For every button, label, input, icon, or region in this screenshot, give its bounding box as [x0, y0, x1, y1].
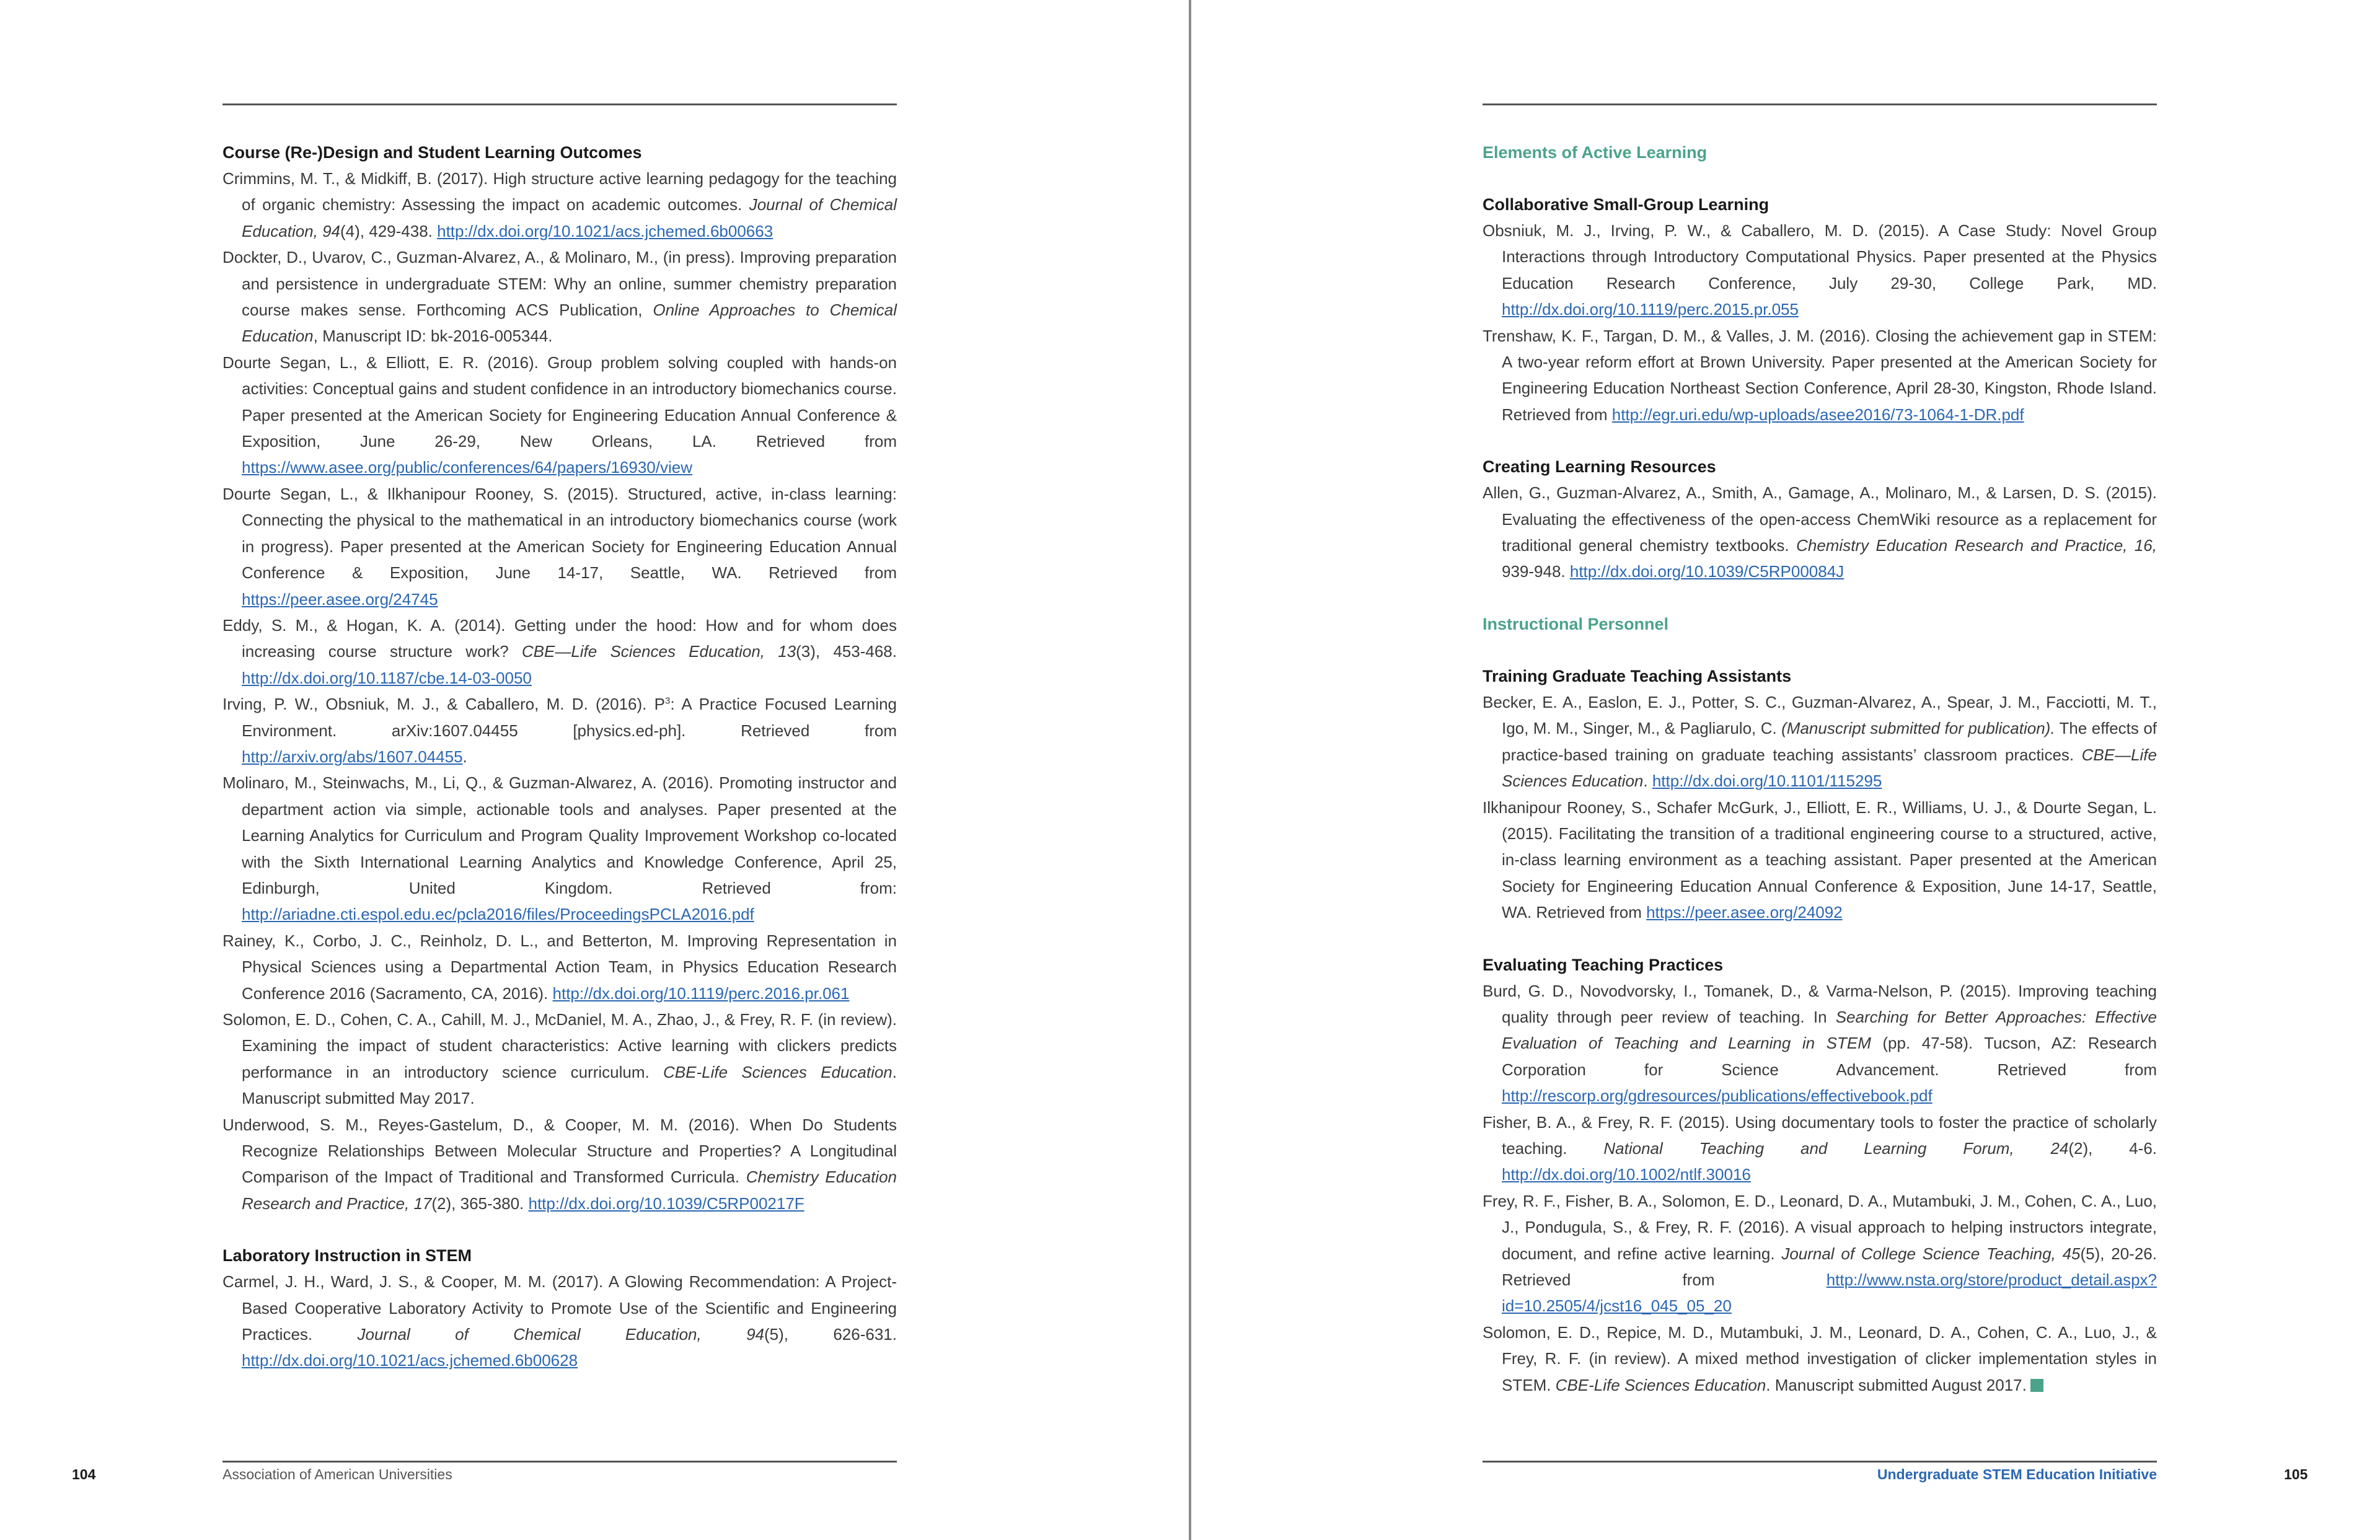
- reference-text: Irving, P. W., Obsniuk, M. J., & Caballero, M. D. (2016). P: [223, 695, 666, 714]
- reference-link[interactable]: https://www.asee.org/public/conferences/64/papers/16930/view: [242, 458, 692, 477]
- right-references: [1483, 139, 2157, 1398]
- reference-entry: [1483, 794, 2157, 926]
- reference-text: . Manuscript submitted August 2017.: [1766, 1375, 2027, 1394]
- section-gap: [1483, 428, 2157, 454]
- reference-entry: [1483, 323, 2157, 428]
- reference-text: Trenshaw, K. F., Targan, D. M., & Valles, J. M. (2016). Closing the achievement gap in STEM: A two-year reform effort at Brown University. Paper presented at the American Society for Engineering Education Northeast Section Conference, April 28-30, Kingston, Rhode Island. Retrieved from: [1483, 326, 2157, 424]
- section-gap: [1483, 585, 2157, 611]
- reference-text: Underwood, S. M., Reyes-Gastelum, D., & Cooper, M. M. (2016). When Do Students Recognize Relationships Between Molecular Structure and Properties? A Longitudinal Comparison of the Impact of Traditional and Transformed Curricula.: [223, 1115, 897, 1187]
- left-page-number: 104: [72, 1466, 96, 1482]
- reference-entry: [223, 350, 897, 481]
- reference-entry: [223, 165, 897, 244]
- italic-title: Chemistry Education Research and Practice, 17: [242, 1168, 897, 1213]
- reference-entry: [1483, 218, 2157, 323]
- section-title: Course (Re-)Design and Student Learning Outcomes: [223, 143, 642, 162]
- category-heading: Elements of Active Learning: [1483, 143, 1708, 162]
- right-column: [1483, 0, 2157, 1540]
- section-title: Laboratory Instruction in STEM: [223, 1246, 472, 1265]
- superscript: 3: [665, 695, 671, 706]
- italic-title: National Teaching and Learning Forum, 24: [1603, 1138, 2069, 1158]
- bottom-rule: [223, 1461, 897, 1463]
- reference-link[interactable]: http://ariadne.cti.espol.edu.ec/pcla2016/files/ProceedingsPCLA2016.pdf: [242, 905, 754, 924]
- reference-text: Frey, R. F., Fisher, B. A., Solomon, E. D., Leonard, D. A., Mutambuki, J. M., Cohen, C. A., Luo, J., Pondugula, S., & Frey, R. F. (2016). A visual approach to helping instructors integrate, document, and refine active learning.: [1483, 1191, 2157, 1263]
- reference-entry: [1483, 1109, 2157, 1188]
- italic-title: Chemistry Education Research and Practice, 16,: [1796, 536, 2157, 555]
- reference-entry: [223, 244, 897, 350]
- left-column: [223, 0, 897, 1540]
- top-rule: [1483, 103, 2157, 105]
- reference-entry: [1483, 480, 2157, 585]
- reference-text: (5), 626-631.: [764, 1325, 897, 1344]
- reference-entry: [1483, 689, 2157, 794]
- section-gap: [1483, 165, 2157, 191]
- reference-entry: [1483, 978, 2157, 1109]
- reference-text: Becker, E. A., Easlon, E. J., Potter, S. C., Guzman-Alvarez, A., Spear, J. M., Facciotti, M. T., Igo, M. M., Singer, M., & Pagliarulo, C.: [1483, 692, 2157, 738]
- reference-text: .: [1643, 772, 1652, 791]
- reference-link[interactable]: http://dx.doi.org/10.1119/perc.2016.pr.061: [552, 983, 850, 1003]
- reference-entry: [223, 612, 897, 691]
- section-title: Training Graduate Teaching Assistants: [1483, 666, 1792, 685]
- reference-entry: [1483, 1188, 2157, 1319]
- italic-title: CBE—Life Sciences Education, 13: [521, 642, 796, 661]
- reference-text: (3), 453-468.: [796, 642, 897, 661]
- reference-link[interactable]: http://dx.doi.org/10.1119/perc.2015.pr.055: [1502, 300, 1799, 319]
- reference-text: Fisher, B. A., & Frey, R. F. (2015). Using documentary tools to foster the practice of scholarly teaching.: [1483, 1112, 2157, 1158]
- section-title: Evaluating Teaching Practices: [1483, 955, 1724, 974]
- reference-text: 939-948.: [1502, 562, 1570, 581]
- italic-title: Journal of Chemical Education, 94: [242, 195, 897, 240]
- right-footer: Undergraduate STEM Education Initiative: [1877, 1466, 2157, 1482]
- reference-text: , Manuscript ID: bk-2016-005344.: [313, 327, 553, 346]
- italic-title: Journal of Chemical Education, 94: [357, 1325, 764, 1344]
- reference-link[interactable]: http://dx.doi.org/10.1101/115295: [1652, 772, 1882, 791]
- reference-link[interactable]: http://arxiv.org/abs/1607.04455: [242, 747, 463, 766]
- reference-text: Dockter, D., Uvarov, C., Guzman-Alvarez, A., & Molinaro, M., (in press). Improving preparation and persistence in undergraduate STEM: Why an online, summer chemistry preparation course makes sense. Forthcoming ACS Publication,: [223, 248, 897, 320]
- reference-text: Molinaro, M., Steinwachs, M., Li, Q., & Guzman-Alwarez, A. (2016). Promoting instructor and department action via simple, actionable tools and analyses. Paper presented at the Learning Analytics for Curriculum and Program Quality Improvement Workshop co-located with the Sixth International Learning Analytics and Knowledge Conference, April 25, Edinburgh, United Kingdom. Retrieved from:: [223, 773, 897, 897]
- section-gap: [1483, 926, 2157, 952]
- reference-entry: [223, 1269, 897, 1374]
- reference-text: .: [462, 747, 467, 766]
- reference-entry: [223, 1112, 897, 1217]
- reference-text: Ilkhanipour Rooney, S., Schafer McGurk, J., Elliott, E. R., Williams, U. J., & Dourte Segan, L. (2015). Facilitating the transition of a traditional engineering course to a structured, active, in-class learning environment as a teaching assistant. Paper presented at the American Society for Engineering Education Annual Conference & Exposition, June 14-17, Seattle, WA. Retrieved from: [1483, 798, 2157, 922]
- reference-text: (5), 20-26. Retrieved from: [1502, 1244, 2157, 1289]
- section-gap: [1483, 637, 2157, 663]
- reference-text: (4), 429-438.: [340, 221, 438, 240]
- bottom-rule: [1483, 1461, 2157, 1463]
- top-rule: [223, 103, 897, 105]
- reference-text: (pp. 47-58). Tucson, AZ: Research Corporation for Science Advancement. Retrieved from: [1502, 1034, 2157, 1079]
- left-references: [223, 139, 897, 1374]
- reference-entry: [223, 928, 897, 1006]
- section-gap: [223, 1217, 897, 1243]
- right-page: [1191, 0, 2380, 1540]
- reference-text: Eddy, S. M., & Hogan, K. A. (2014). Getting under the hood: How and for whom does increasing course structure work?: [223, 615, 897, 661]
- italic-title: CBE-Life Sciences Education: [1555, 1375, 1766, 1394]
- reference-link[interactable]: http://dx.doi.org/10.1039/C5RP00217F: [528, 1194, 804, 1213]
- reference-text: Crimmins, M. T., & Midkiff, B. (2017). High structure active learning pedagogy for the teaching of organic chemistry: Assessing the impact on academic outcomes.: [223, 169, 897, 214]
- reference-text: Solomon, E. D., Cohen, C. A., Cahill, M. J., McDaniel, M. A., Zhao, J., & Frey, R. F. (in review). Examining the impact of student characteristics: Active learning with clickers predicts performance in an introductory science curriculum.: [223, 1010, 897, 1081]
- reference-text: . Manuscript submitted May 2017.: [242, 1062, 897, 1108]
- italic-title: (Manuscript submitted for publication).: [1781, 719, 2055, 738]
- reference-text: Allen, G., Guzman-Alvarez, A., Smith, A., Gamage, A., Molinaro, M., & Larsen, D. S. (2015). Evaluating the effectiveness of the open-access ChemWiki resource as a replacement for traditional general chemistry textbooks.: [1483, 483, 2157, 555]
- italic-title: Journal of College Science Teaching, 45: [1781, 1244, 2081, 1263]
- reference-link[interactable]: http://rescorp.org/gdresources/publications/effectivebook.pdf: [1502, 1086, 1933, 1106]
- reference-text: Rainey, K., Corbo, J. C., Reinholz, D. L., and Betterton, M. Improving Representation in Physical Sciences using a Departmental Action Team, in Physics Education Research Conference 2016 (Sacramento, CA, 2016).: [223, 931, 897, 1003]
- reference-link[interactable]: https://peer.asee.org/24745: [242, 589, 438, 609]
- reference-entry: [223, 691, 897, 770]
- reference-text: (2), 365-380.: [431, 1194, 529, 1213]
- reference-link[interactable]: http://egr.uri.edu/wp-uploads/asee2016/73-1064-1-DR.pdf: [1611, 405, 2024, 424]
- reference-link[interactable]: http://dx.doi.org/10.1021/acs.jchemed.6b00663: [437, 221, 774, 240]
- reference-link[interactable]: http://dx.doi.org/10.1021/acs.jchemed.6b00628: [242, 1351, 578, 1370]
- reference-text: (2), 4-6.: [2068, 1138, 2157, 1158]
- reference-link[interactable]: https://peer.asee.org/24092: [1646, 903, 1843, 922]
- reference-text: Carmel, J. H., Ward, J. S., & Cooper, M. M. (2017). A Glowing Recommendation: A Project-Based Cooperative Laboratory Activity to Promote Use of the Scientific and Engineering Practices.: [223, 1272, 897, 1344]
- reference-link[interactable]: http://dx.doi.org/10.1002/ntlf.30016: [1502, 1165, 1751, 1184]
- reference-text: Dourte Segan, L., & Elliott, E. R. (2016). Group problem solving coupled with hands-on activities: Conceptual gains and student confidence in an introductory biomechanics course. Paper presented at the American Society for Engineering Education Annual Conference & Exposition, June 26-29, New Orleans, LA. Retrieved from: [223, 353, 897, 451]
- reference-text: Burd, G. D., Novodvorsky, I., Tomanek, D., & Varma-Nelson, P. (2015). Improving teaching quality through peer review of teaching. In: [1483, 981, 2157, 1026]
- left-page: [0, 0, 1189, 1540]
- reference-link[interactable]: http://dx.doi.org/10.1187/cbe.14-03-0050: [242, 668, 532, 687]
- reference-text: Obsniuk, M. J., Irving, P. W., & Caballero, M. D. (2015). A Case Study: Novel Group Interactions through Introductory Computational Physics. Paper presented at the Physics Education Research Conference, July 29-30, College Park, MD.: [1483, 221, 2157, 293]
- italic-title: Online Approaches to Chemical Education: [242, 301, 897, 346]
- reference-link[interactable]: http://www.nsta.org/store/product_detail.aspx?id=10.2505/4/jcst16_045_05_20: [1502, 1270, 2157, 1316]
- reference-link[interactable]: http://dx.doi.org/10.1039/C5RP00084J: [1569, 562, 1844, 581]
- reference-entry: [223, 481, 897, 612]
- italic-title: CBE-Life Sciences Education: [663, 1062, 892, 1081]
- reference-entry: [1483, 1319, 2157, 1398]
- italic-title: CBE—Life Sciences Education: [1502, 745, 2157, 791]
- left-footer: Association of American Universities: [223, 1466, 452, 1482]
- end-mark-icon: [2030, 1379, 2043, 1392]
- reference-entry: [223, 1006, 897, 1112]
- reference-text: : A Practice Focused Learning Environment. arXiv:1607.04455 [physics.ed-ph]. Retrieved from: [242, 695, 897, 740]
- section-title: Collaborative Small-Group Learning: [1483, 195, 1770, 214]
- reference-text: The effects of practice-based training on graduate teaching assistants’ classroom practices.: [1502, 719, 2157, 764]
- reference-text: Solomon, E. D., Repice, M. D., Mutambuki, J. M., Leonard, D. A., Cohen, C. A., Luo, J., & Frey, R. F. (in review). A mixed method investigation of clicker implementation styles in STEM.: [1483, 1322, 2157, 1394]
- reference-entry: [223, 770, 897, 927]
- right-page-number: 105: [2284, 1466, 2308, 1482]
- italic-title: Searching for Better Approaches: Effective Evaluation of Teaching and Learning in STEM: [1502, 1007, 2157, 1053]
- reference-text: Dourte Segan, L., & Ilkhanipour Rooney, S. (2015). Structured, active, in-class learning: Connecting the physical to the mathematical in an introductory biomechanics course (work in progress). Paper presented at the American Society for Engineering Education Annual Conference & Exposition, June 14-17, Seattle, WA. Retrieved from: [223, 484, 897, 583]
- section-title: Creating Learning Resources: [1483, 457, 1716, 477]
- category-heading: Instructional Personnel: [1483, 614, 1669, 633]
